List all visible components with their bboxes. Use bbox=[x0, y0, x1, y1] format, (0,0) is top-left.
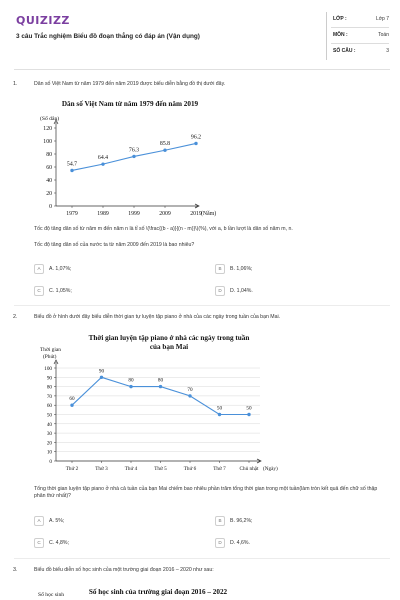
x-axis-label: (Năm) bbox=[201, 211, 217, 217]
question-1-prompt: Tốc độ tăng dân số của nước ta từ năm 2009 đến 2019 là bao nhiêu? bbox=[34, 242, 195, 248]
option-a[interactable] bbox=[34, 262, 204, 275]
meta-divider bbox=[331, 27, 389, 28]
data-label: 70 bbox=[187, 386, 193, 393]
data-label: 76.3 bbox=[128, 147, 140, 154]
option-text: B. 1,06%; bbox=[230, 265, 253, 272]
option-b[interactable] bbox=[215, 262, 385, 275]
meta-count-value: 3 bbox=[386, 48, 389, 54]
option-badge: C bbox=[34, 538, 44, 548]
y-tick-label: 0 bbox=[49, 459, 52, 465]
option-text: C. 1,05%; bbox=[49, 287, 72, 294]
y-tick-label: 40 bbox=[46, 421, 52, 428]
option-d[interactable] bbox=[215, 536, 385, 549]
data-point bbox=[129, 385, 132, 388]
question-2-number: 2. bbox=[13, 314, 18, 320]
option-badge: A bbox=[34, 264, 44, 274]
quizizz-logo: QUIZIZZ bbox=[16, 14, 70, 27]
meta-count bbox=[333, 48, 389, 54]
data-point bbox=[163, 149, 166, 152]
x-tick-label: Chủ nhật bbox=[239, 466, 259, 472]
option-text: A. 1,07%; bbox=[49, 265, 72, 272]
x-axis-label: (Ngày) bbox=[263, 466, 278, 472]
option-b[interactable] bbox=[215, 514, 385, 527]
option-badge: C bbox=[34, 286, 44, 296]
option-c[interactable] bbox=[34, 536, 204, 549]
y-axis-label: (Số dân) bbox=[40, 116, 60, 122]
y-tick-label: 80 bbox=[46, 152, 52, 158]
question-1-number: 1. bbox=[13, 81, 18, 87]
y-axis-label-line-2: (Phút) bbox=[43, 354, 57, 360]
data-label: 64.4 bbox=[97, 155, 109, 162]
option-a[interactable] bbox=[34, 514, 204, 527]
data-label: 90 bbox=[98, 368, 105, 375]
meta-subject-key: MÔN : bbox=[333, 32, 348, 38]
data-label: 60 bbox=[69, 396, 75, 403]
worksheet-header bbox=[0, 0, 400, 70]
option-badge: D bbox=[215, 538, 225, 548]
data-point bbox=[70, 169, 73, 172]
x-tick-label: Thứ 5 bbox=[154, 466, 167, 472]
y-axis-label: Số học sinh bbox=[38, 592, 65, 598]
x-tick-label: 2019 bbox=[190, 211, 202, 217]
y-tick-label: 30 bbox=[46, 431, 52, 438]
option-badge: B bbox=[215, 264, 225, 274]
question-1-explanation: Tốc độ tăng dân số từ năm m đến năm n là tỉ số \(\frac{(b - a)}{(n - m)}\)(%), với a, b lần lượt là dân số năm m, n. bbox=[34, 226, 293, 232]
data-label: 80 bbox=[128, 377, 134, 384]
data-label: 85.8 bbox=[159, 141, 171, 148]
students-chart-partial bbox=[34, 582, 274, 600]
option-text: B. 96,2%; bbox=[230, 517, 253, 524]
x-tick-label: Thứ 3 bbox=[95, 466, 108, 472]
chart-title: Số học sinh của trường giai đoạn 2016 – 2022 bbox=[88, 588, 228, 596]
y-tick-label: 60 bbox=[46, 165, 52, 171]
piano-line-chart bbox=[34, 328, 296, 476]
chart-title: Dân số Việt Nam từ năm 1979 đến năm 2019 bbox=[61, 100, 199, 108]
option-text: A. 5%; bbox=[49, 517, 65, 524]
data-point bbox=[247, 413, 250, 416]
question-divider bbox=[14, 305, 390, 306]
option-badge: D bbox=[215, 286, 225, 296]
y-tick-label: 100 bbox=[43, 139, 52, 145]
y-tick-label: 50 bbox=[46, 412, 52, 419]
data-point bbox=[100, 376, 103, 379]
x-tick-label: 1989 bbox=[97, 211, 109, 217]
y-axis-label-line-1: Thời gian bbox=[40, 347, 61, 353]
y-tick-label: 20 bbox=[46, 440, 52, 447]
option-d[interactable] bbox=[215, 284, 385, 297]
y-tick-label: 40 bbox=[46, 178, 52, 184]
chart-title-line-2: của bạn Mai bbox=[149, 343, 189, 351]
x-tick-label: Thứ 6 bbox=[183, 466, 197, 472]
data-label: 96.2 bbox=[190, 134, 202, 141]
data-point bbox=[70, 404, 73, 407]
y-tick-label: 20 bbox=[46, 191, 52, 197]
question-2-prompt: Tổng thời gian luyện tập piano ở nhà cả tuần của bạn Mai chiếm bao nhiêu phần trăm tổng thời gian trong một tuần(làm tròn kết quả đến chữ số thập phân thứ nhất)? bbox=[34, 486, 378, 499]
meta-grade-value: Lớp 7 bbox=[375, 16, 389, 22]
y-tick-label: 80 bbox=[46, 384, 52, 391]
data-point bbox=[101, 162, 104, 165]
data-label: 54.7 bbox=[66, 161, 78, 168]
x-tick-label: 1999 bbox=[128, 211, 140, 217]
option-c[interactable] bbox=[34, 284, 204, 297]
population-line-chart bbox=[34, 96, 224, 220]
x-tick-label: Thứ 7 bbox=[213, 466, 226, 472]
y-tick-label: 90 bbox=[46, 375, 52, 382]
y-tick-label: 10 bbox=[46, 449, 52, 456]
y-tick-label: 100 bbox=[44, 366, 52, 372]
option-text: C. 4,8%; bbox=[49, 539, 69, 546]
meta-divider bbox=[331, 43, 389, 44]
header-divider bbox=[14, 69, 390, 70]
option-badge: A bbox=[34, 516, 44, 526]
data-point bbox=[132, 155, 135, 158]
x-tick-label: 2009 bbox=[159, 211, 171, 217]
question-2-stem: Biểu đồ ở hình dưới đây biểu diễn thời gian tự luyện tập piano ở nhà của các ngày trong tuần của bạn Mai. bbox=[34, 314, 281, 320]
data-point bbox=[218, 413, 221, 416]
chart-title-line-1: Thời gian luyện tập piano ở nhà các ngày trong tuần bbox=[88, 334, 250, 342]
meta-box bbox=[326, 12, 390, 60]
worksheet-title: 3 câu Trắc nghiệm Biểu đồ đoạn thẳng có đáp án (Vận dụng) bbox=[16, 33, 200, 40]
question-3-number: 3. bbox=[13, 567, 18, 573]
option-text: D. 1,04%. bbox=[230, 287, 253, 294]
data-point bbox=[188, 394, 191, 397]
data-label: 50 bbox=[216, 405, 223, 412]
y-tick-label: 0 bbox=[49, 204, 52, 210]
x-tick-label: Thứ 4 bbox=[124, 466, 138, 472]
y-tick-label: 60 bbox=[46, 403, 52, 410]
meta-subject bbox=[333, 32, 389, 38]
option-badge: B bbox=[215, 516, 225, 526]
x-tick-label: 1979 bbox=[66, 211, 78, 217]
y-tick-label: 70 bbox=[46, 393, 52, 400]
meta-grade bbox=[333, 16, 389, 22]
data-label: 80 bbox=[157, 377, 164, 384]
data-point bbox=[159, 385, 162, 388]
option-text: D. 4,6%. bbox=[230, 539, 250, 546]
meta-count-key: SỐ CÂU : bbox=[333, 48, 356, 54]
question-1-stem: Dân số Việt Nam từ năm 1979 đến năm 2019 được biểu diễn bằng đồ thị dưới đây. bbox=[34, 81, 226, 87]
meta-subject-value: Toán bbox=[378, 32, 389, 38]
y-tick-label: 120 bbox=[43, 126, 52, 132]
meta-grade-key: LỚP : bbox=[333, 16, 347, 22]
x-tick-label: Thứ 2 bbox=[65, 466, 79, 472]
data-label: 50 bbox=[246, 405, 252, 412]
question-3-stem: Biểu đồ biểu diễn số học sinh của một trường giai đoạn 2016 – 2020 như sau: bbox=[34, 567, 214, 573]
question-divider bbox=[14, 558, 390, 559]
data-point bbox=[194, 142, 197, 145]
